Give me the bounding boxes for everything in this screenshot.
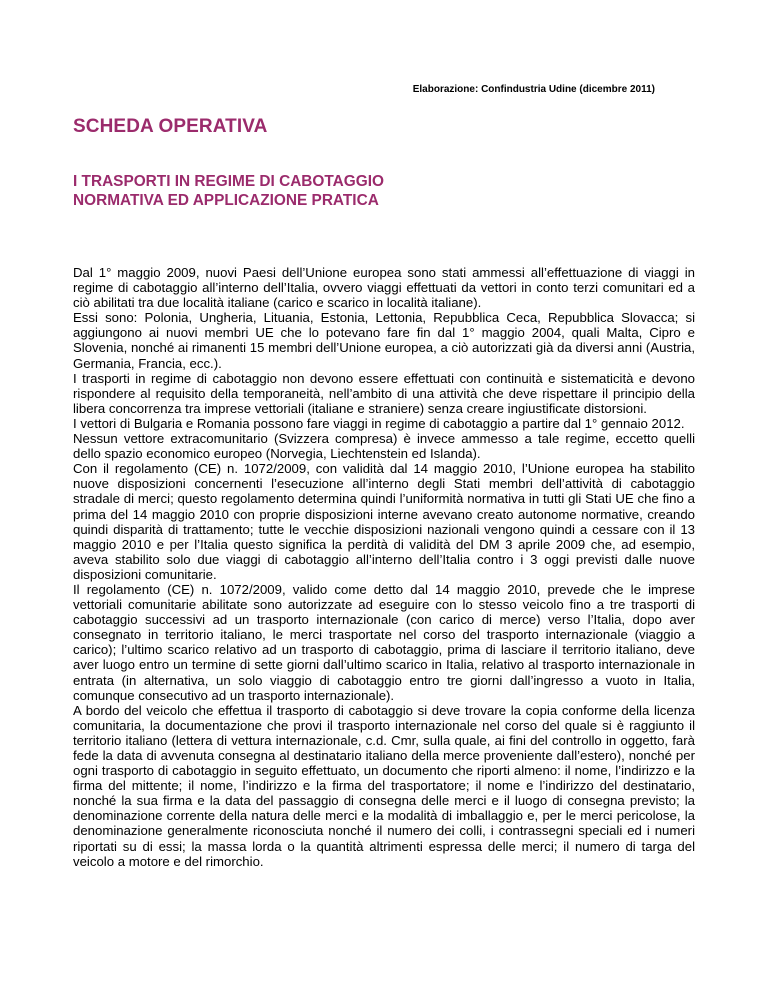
paragraph-8: A bordo del veicolo che effettua il trasporto di cabotaggio si deve trovare la copia conforme della licenza comunitaria, la documentazione che provi il trasporto internazionale nel corso del quale si è raggiunto il territorio italiano (lettera di vettura internazionale, c.d. Cmr, sulla quale, ai fini del controllo in oggetto, farà fede la data di avvenuta consegna al destinatario italiano della merce proveniente dall’estero), nonché per ogni trasporto di cabotaggio in seguito effettuato, un documento che riporti almeno: il nome, l’indirizzo e la firma del mittente; il nome, l’indirizzo e la firma del trasportatore; il nome e l’indirizzo del destinatario, nonché la sua firma e la data del passaggio di consegna delle merci e il luogo di consegna previsto; la denominazione corrente della natura delle merci e la modalità di imballaggio e, per le merci pericolose, la denominazione generalmente riconosciuta nonché il numero dei colli, i contrassegni speciali ed i numeri riportati su di essi; la massa lorda o la quantità altrimenti espressa delle merci; il numero di targa del veicolo a motore e del rimorchio. bbox=[73, 702, 695, 869]
paragraph-5: Nessun vettore extracomunitario (Svizzera compresa) è invece ammesso a tale regime, eccetto quelli dello spazio economico europeo (Norvegia, Liechtenstein ed Islanda). bbox=[73, 431, 695, 462]
document-title: SCHEDA OPERATIVA bbox=[73, 116, 268, 137]
subtitle-line-1: I TRASPORTI IN REGIME DI CABOTAGGIO bbox=[73, 173, 384, 190]
body-text bbox=[73, 265, 695, 869]
paragraph-3: I trasporti in regime di cabotaggio non devono essere effettuati con continuità e sistematicità e devono rispondere al requisito della temporaneità, nell’ambito di una attività che deve rispettare il principio della libera concorrenza tra imprese vettoriali (italiane e straniere) senza creare ingiustificate distorsioni. bbox=[73, 370, 695, 416]
paragraph-1: Dal 1° maggio 2009, nuovi Paesi dell’Unione europea sono stati ammessi all’effettuazione di viaggi in regime di cabotaggio all’interno dell’Italia, ovvero viaggi effettuati da vettori in conto terzi comunitari ed a ciò abilitati tra due località italiane (carico e scarico in località italiane). bbox=[73, 265, 695, 311]
paragraph-2: Essi sono: Polonia, Ungheria, Lituania, Estonia, Lettonia, Repubblica Ceca, Repubblica Slovacca; si aggiungono ai nuovi membri UE che lo potevano fare fin dal 1° maggio 2004, quali Malta, Cipro e Slovenia, nonché ai rimanenti 15 membri dell’Unione europea, a ciò autorizzati già da diversi anni (Austria, Germania, Francia, ecc.). bbox=[73, 310, 695, 371]
subtitle-line-2: NORMATIVA ED APPLICAZIONE PRATICA bbox=[73, 192, 379, 209]
header-note: Elaborazione: Confindustria Udine (dicembre 2011) bbox=[412, 84, 655, 95]
document-subtitle bbox=[73, 172, 384, 210]
paragraph-4: I vettori di Bulgaria e Romania possono fare viaggi in regime di cabotaggio a partire dal 1° gennaio 2012. bbox=[73, 415, 685, 431]
paragraph-6: Con il regolamento (CE) n. 1072/2009, con validità dal 14 maggio 2010, l’Unione europea ha stabilito nuove disposizioni concernenti l’esecuzione all’interno degli Stati membri dell’attività di cabotaggio stradale di merci; questo regolamento determina quindi l’uniformità normativa in tutti gli Stati UE che fino a prima del 14 maggio 2010 con proprie disposizioni interne avevano creato autonome normative, creando quindi disparità di trattamento; tutte le vecchie disposizioni nazionali vengono quindi a cessare con il 13 maggio 2010 e per l’Italia questo significa la perdità di validità del DM 3 aprile 2009 che, ad esempio, aveva stabilito solo due viaggi di cabotaggio all’interno dell’Italia contro i 3 oggi previsti dalle nuove disposizioni comunitarie. bbox=[73, 461, 695, 582]
paragraph-7: Il regolamento (CE) n. 1072/2009, valido come detto dal 14 maggio 2010, prevede che le imprese vettoriali comunitarie abilitate sono autorizzate ad eseguire con lo stesso veicolo fino a tre trasporti di cabotaggio successivi ad un trasporto internazionale (con carico di merce) verso l’Italia, dopo aver consegnato in territorio italiano, le merci trasportate nel corso del trasporto internazionale (viaggio a carico); l’ultimo scarico relativo ad un trasporto di cabotaggio, prima di lasciare il territorio italiano, deve aver luogo entro un termine di sette giorni dall’ultimo scarico in Italia, relativo al trasporto internazionale in entrata (in alternativa, un solo viaggio di cabotaggio entro tre giorni dall’ingresso a vuoto in Italia, comunque consecutivo ad un trasporto internazionale). bbox=[73, 581, 695, 703]
